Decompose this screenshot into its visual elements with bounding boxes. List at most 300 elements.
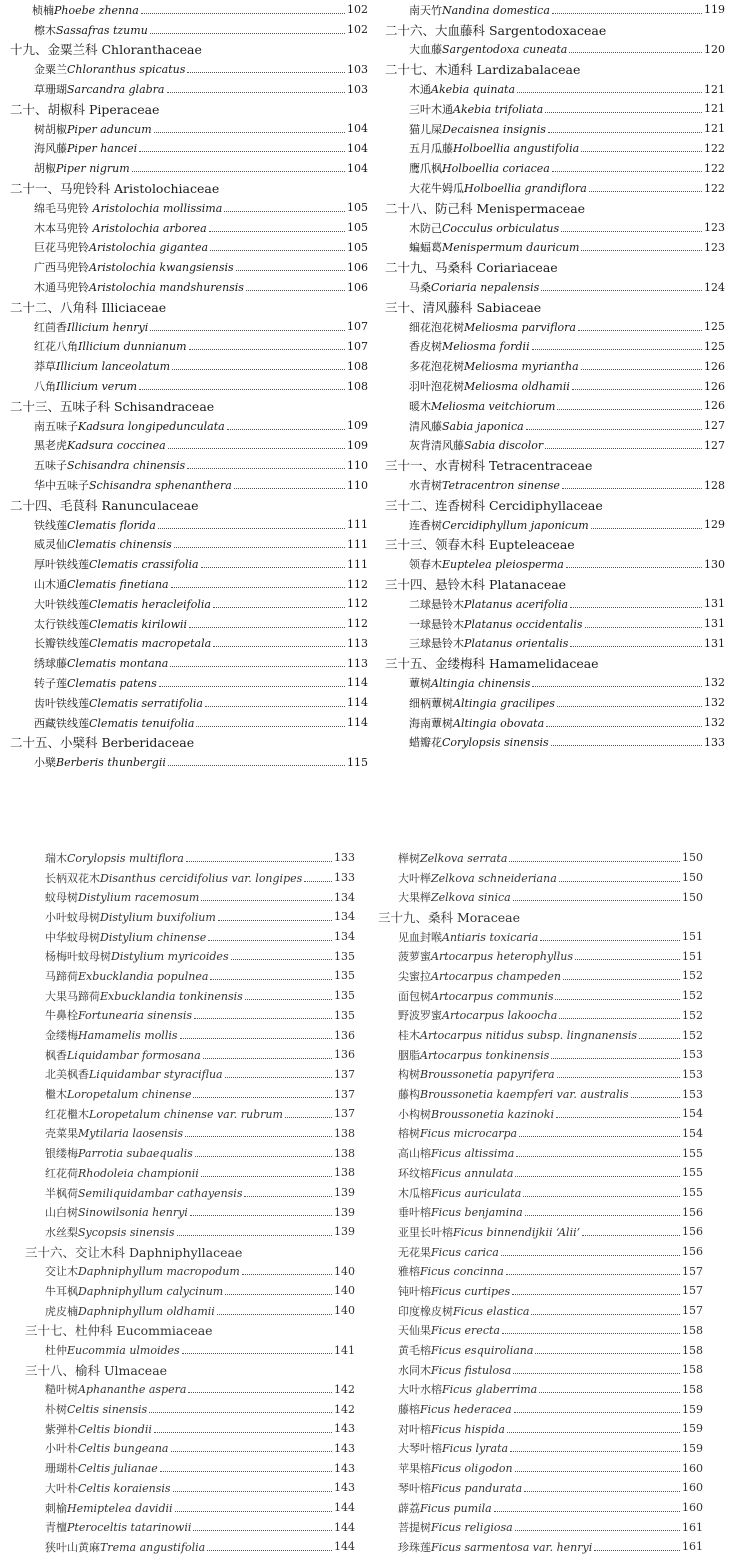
dot-leader [589, 190, 702, 192]
family-heading [385, 535, 725, 555]
dot-leader [523, 1195, 680, 1197]
species-name: 大血藤Sargentodoxa cuneata [409, 43, 568, 57]
page-number: 129 [704, 518, 725, 532]
page-number: 108 [347, 359, 368, 373]
dot-leader [285, 1116, 332, 1118]
species-entry[interactable] [378, 887, 703, 907]
dot-leader [231, 958, 332, 960]
species-name: 大花牛姆瓜Holboellia grandiflora [409, 182, 587, 196]
page-number: 135 [334, 989, 355, 1003]
species-name: 大叶铁线莲Clematis heracleifolia [34, 597, 211, 611]
species-entry[interactable] [25, 1301, 355, 1321]
page-number: 157 [682, 1284, 703, 1298]
species-name: 大叶朴Celtis koraiensis [45, 1481, 171, 1495]
page-number: 135 [334, 969, 355, 983]
species-entry[interactable] [385, 594, 725, 614]
species-name: 莽草Illicium lanceolatum [34, 360, 171, 374]
species-name: 连香树Cercidiphyllum japonicum [409, 518, 589, 532]
species-name: 牛耳枫Daphniphyllum calycinum [45, 1284, 224, 1298]
species-name: 细柄蕈树Altingia gracilipes [409, 696, 555, 710]
dot-leader [218, 919, 332, 921]
page-number: 112 [347, 617, 368, 631]
family-title: 二十六、大血藤科 Sargentodoxaceae [385, 22, 607, 38]
species-entry[interactable] [378, 1517, 703, 1537]
dot-leader [187, 467, 345, 469]
species-entry[interactable] [10, 20, 368, 40]
species-name: 长柄双花木Disanthus cercidifolius var. longipes [45, 871, 303, 885]
page-number: 156 [682, 1205, 703, 1219]
species-entry[interactable] [10, 337, 368, 357]
species-entry[interactable] [378, 1104, 703, 1124]
family-heading [385, 653, 725, 673]
dot-leader [304, 880, 332, 882]
species-entry[interactable] [385, 0, 725, 20]
page-number: 102 [347, 3, 368, 17]
species-entry[interactable] [10, 59, 368, 79]
species-entry[interactable] [25, 986, 355, 1006]
dot-leader [557, 705, 702, 707]
page-number: 123 [704, 240, 725, 254]
dot-leader [188, 1391, 332, 1393]
species-entry[interactable] [25, 946, 355, 966]
species-entry[interactable] [385, 515, 725, 535]
page-number: 124 [704, 280, 725, 294]
page-number: 121 [704, 122, 725, 136]
species-name: 南五味子Kadsura longipedunculata [34, 419, 225, 433]
page-number: 152 [682, 989, 703, 1003]
species-entry[interactable] [378, 1498, 703, 1518]
species-entry[interactable] [25, 848, 355, 868]
dot-leader [548, 131, 702, 133]
species-entry[interactable] [10, 356, 368, 376]
species-entry[interactable] [10, 436, 368, 456]
species-entry[interactable] [10, 119, 368, 139]
species-entry[interactable] [385, 139, 725, 159]
dot-leader [171, 1450, 333, 1452]
species-entry[interactable] [10, 455, 368, 475]
species-entry[interactable] [385, 614, 725, 634]
dot-leader [502, 1332, 680, 1334]
dot-leader [190, 1214, 332, 1216]
species-name: 紫弹朴Celtis biondii [45, 1422, 152, 1436]
dot-leader [242, 1273, 332, 1275]
species-entry[interactable] [385, 158, 725, 178]
family-heading [385, 574, 725, 594]
species-entry[interactable] [10, 218, 368, 238]
species-name: 山白树Sinowilsonia henryi [45, 1206, 188, 1220]
species-entry[interactable] [25, 1163, 355, 1183]
dot-leader [581, 249, 702, 251]
dot-leader [225, 1293, 332, 1295]
species-entry[interactable] [385, 673, 725, 693]
species-entry[interactable] [10, 614, 368, 634]
species-entry[interactable] [25, 1222, 355, 1242]
species-entry[interactable] [378, 1439, 703, 1459]
species-entry[interactable] [25, 1124, 355, 1144]
dot-leader [159, 685, 345, 687]
dot-leader [210, 249, 345, 251]
species-name: 马蹄荷Exbucklandia populnea [45, 969, 209, 983]
species-name: 环纹榕Ficus annulata [398, 1166, 514, 1180]
species-entry[interactable] [385, 119, 725, 139]
species-entry[interactable] [10, 673, 368, 693]
species-entry[interactable] [25, 907, 355, 927]
species-entry[interactable] [25, 868, 355, 888]
dot-leader [552, 170, 702, 172]
family-title: 三十、清风藤科 Sabiaceae [385, 299, 542, 315]
species-name: 菩提树Ficus religiosa [398, 1521, 513, 1535]
page-number: 126 [704, 379, 725, 393]
dot-leader [205, 705, 345, 707]
species-entry[interactable] [378, 1458, 703, 1478]
species-entry[interactable] [378, 848, 703, 868]
species-entry[interactable] [378, 1242, 703, 1262]
species-entry[interactable] [378, 1006, 703, 1026]
dot-leader [556, 1116, 680, 1118]
toc-list [25, 848, 355, 1557]
species-entry[interactable] [25, 1143, 355, 1163]
dot-leader [575, 958, 680, 960]
toc-page-bottom [0, 848, 750, 1554]
family-title: 二十二、八角科 Illiciaceae [10, 299, 167, 315]
species-entry[interactable] [385, 356, 725, 376]
species-entry[interactable] [25, 1006, 355, 1026]
dot-leader [535, 1352, 680, 1354]
species-entry[interactable] [385, 475, 725, 495]
species-entry[interactable] [385, 376, 725, 396]
page-number: 133 [334, 871, 355, 885]
species-name: 枫香Liquidambar formosana [45, 1048, 201, 1062]
family-heading [25, 1321, 355, 1341]
species-name: 苹果榕Ficus oligodon [398, 1462, 513, 1476]
species-entry[interactable] [378, 1301, 703, 1321]
page-number: 152 [682, 969, 703, 983]
toc-list [385, 0, 725, 752]
species-entry[interactable] [378, 1045, 703, 1065]
family-heading [10, 178, 368, 198]
species-entry[interactable] [385, 713, 725, 733]
page-number: 126 [704, 399, 725, 413]
species-entry[interactable] [25, 887, 355, 907]
dot-leader [519, 1135, 680, 1137]
species-name: 珍珠莲Ficus sarmentosa var. henryi [398, 1540, 593, 1554]
species-entry[interactable] [385, 79, 725, 99]
species-name: 糙叶树Aphananthe aspera [45, 1383, 187, 1397]
species-entry[interactable] [378, 1183, 703, 1203]
species-name: 杨梅叶蚊母树Distylium myricoides [45, 950, 229, 964]
species-name: 木瓜榕Ficus auriculata [398, 1186, 522, 1200]
page-number: 140 [334, 1284, 355, 1298]
dot-leader [572, 388, 702, 390]
dot-leader [213, 606, 345, 608]
dot-leader [175, 1510, 332, 1512]
species-entry[interactable] [378, 1084, 703, 1104]
species-entry[interactable] [25, 1084, 355, 1104]
species-entry[interactable] [378, 927, 703, 947]
species-entry[interactable] [25, 1340, 355, 1360]
species-entry[interactable] [378, 1360, 703, 1380]
species-name: 太行铁线莲Clematis kirilowii [34, 617, 188, 631]
species-entry[interactable] [10, 317, 368, 337]
species-entry[interactable] [385, 732, 725, 752]
species-name: 蚊母树Distylium racemosum [45, 891, 200, 905]
species-entry[interactable] [25, 1399, 355, 1419]
species-name: 马桑Coriaria nepalensis [409, 281, 540, 295]
family-heading [10, 396, 368, 416]
dot-leader [185, 1135, 332, 1137]
species-entry[interactable] [385, 99, 725, 119]
dot-leader [515, 1470, 680, 1472]
species-entry[interactable] [385, 436, 725, 456]
species-entry[interactable] [378, 1399, 703, 1419]
species-entry[interactable] [25, 1104, 355, 1124]
species-name: 南天竹Nandina domestica [409, 3, 550, 17]
dot-leader [193, 1529, 332, 1531]
species-entry[interactable] [10, 0, 368, 20]
dot-leader [507, 1431, 680, 1433]
page-number: 155 [682, 1186, 703, 1200]
page-number: 105 [347, 221, 368, 235]
species-entry[interactable] [10, 554, 368, 574]
family-title: 二十九、马桑科 Coriariaceae [385, 260, 558, 276]
species-entry[interactable] [10, 79, 368, 99]
species-entry[interactable] [25, 1380, 355, 1400]
species-entry[interactable] [10, 139, 368, 159]
species-entry[interactable] [378, 946, 703, 966]
species-entry[interactable] [25, 1281, 355, 1301]
species-entry[interactable] [385, 218, 725, 238]
species-name: 多花泡花树Meliosma myriantha [409, 360, 579, 374]
page-number: 131 [704, 597, 725, 611]
page-number: 103 [347, 62, 368, 76]
species-entry[interactable] [25, 1517, 355, 1537]
species-entry[interactable] [25, 966, 355, 986]
page-number: 143 [334, 1461, 355, 1475]
species-entry[interactable] [10, 277, 368, 297]
page-number: 159 [682, 1441, 703, 1455]
species-name: 转子莲Clematis patens [34, 676, 157, 690]
family-title: 三十三、领春木科 Eupteleaceae [385, 537, 575, 553]
species-entry[interactable] [378, 1340, 703, 1360]
page-number: 143 [334, 1481, 355, 1495]
species-name: 榉树Zelkova serrata [398, 851, 508, 865]
page-number: 103 [347, 82, 368, 96]
species-entry[interactable] [10, 475, 368, 495]
dot-leader [160, 1470, 332, 1472]
dot-leader [201, 899, 332, 901]
species-entry[interactable] [385, 277, 725, 297]
family-heading [10, 495, 368, 515]
species-entry[interactable] [25, 1498, 355, 1518]
species-entry[interactable] [25, 1202, 355, 1222]
dot-leader [551, 1057, 680, 1059]
species-entry[interactable] [10, 198, 368, 218]
species-entry[interactable] [378, 1261, 703, 1281]
page-number: 135 [334, 949, 355, 963]
dot-leader [552, 12, 702, 14]
dot-leader [150, 329, 345, 331]
family-title: 三十一、水青树科 Tetracentraceae [385, 458, 593, 474]
species-name: 木通Akebia quinata [409, 83, 515, 97]
dot-leader [563, 978, 680, 980]
page-number: 133 [334, 851, 355, 865]
dot-leader [582, 1234, 680, 1236]
species-entry[interactable] [25, 1261, 355, 1281]
species-entry[interactable] [378, 1143, 703, 1163]
page-number: 104 [347, 161, 368, 175]
page-number: 122 [704, 141, 725, 155]
species-entry[interactable] [385, 416, 725, 436]
family-title: 三十四、悬铃木科 Platanaceae [385, 577, 567, 592]
dot-leader [566, 566, 702, 568]
species-entry[interactable] [385, 317, 725, 337]
species-name: 胭脂Artocarpus tonkinensis [398, 1048, 550, 1062]
species-entry[interactable] [378, 1222, 703, 1242]
page-number: 140 [334, 1304, 355, 1318]
species-entry[interactable] [25, 1439, 355, 1459]
species-entry[interactable] [25, 1478, 355, 1498]
family-title: 二十七、木通科 Lardizabalaceae [385, 62, 581, 78]
page-number: 126 [704, 359, 725, 373]
page-number: 108 [347, 379, 368, 393]
page-number: 105 [347, 240, 368, 254]
page-number: 127 [704, 438, 725, 452]
species-entry[interactable] [10, 515, 368, 535]
species-entry[interactable] [385, 40, 725, 60]
page-number: 132 [704, 696, 725, 710]
toc-page-top [0, 0, 750, 770]
species-entry[interactable] [378, 1025, 703, 1045]
dot-leader [173, 1490, 332, 1492]
species-entry[interactable] [25, 1045, 355, 1065]
page-number: 134 [334, 890, 355, 904]
species-entry[interactable] [25, 1025, 355, 1045]
page-number: 137 [334, 1107, 355, 1121]
dot-leader [187, 71, 345, 73]
page-number: 153 [682, 1067, 703, 1081]
species-entry[interactable] [25, 1065, 355, 1085]
page-number: 158 [682, 1343, 703, 1357]
species-name: 领春木Euptelea pleiosperma [409, 558, 564, 572]
species-name: 大叶榉Zelkova schneideriana [398, 871, 557, 885]
dot-leader [210, 978, 332, 980]
species-name: 鹰爪枫Holboellia coriacea [409, 162, 550, 176]
page-number: 114 [347, 676, 368, 690]
species-entry[interactable] [378, 986, 703, 1006]
species-entry[interactable] [10, 158, 368, 178]
species-entry[interactable] [10, 574, 368, 594]
dot-leader [562, 487, 702, 489]
species-entry[interactable] [10, 693, 368, 713]
species-entry[interactable] [378, 966, 703, 986]
dot-leader [171, 586, 345, 588]
species-entry[interactable] [10, 752, 368, 772]
dot-leader [559, 880, 680, 882]
species-entry[interactable] [378, 1321, 703, 1341]
toc-list [10, 0, 368, 772]
species-name: 银缕梅Parrotia subaequalis [45, 1147, 193, 1161]
species-entry[interactable] [10, 416, 368, 436]
species-name: 中华蚊母树Distylium chinense [45, 930, 207, 944]
species-entry[interactable] [10, 376, 368, 396]
page-number: 144 [334, 1540, 355, 1554]
species-entry[interactable] [10, 653, 368, 673]
species-name: 杜仲Eucommia ulmoides [45, 1344, 180, 1358]
species-entry[interactable] [378, 1202, 703, 1222]
species-entry[interactable] [10, 535, 368, 555]
species-entry[interactable] [385, 693, 725, 713]
dot-leader [234, 487, 345, 489]
species-name: 红花檵木Loropetalum chinense var. rubrum [45, 1107, 283, 1121]
family-heading [10, 297, 368, 317]
species-entry[interactable] [25, 927, 355, 947]
species-entry[interactable] [10, 713, 368, 733]
species-name: 羽叶泡花树Meliosma oldhamii [409, 380, 570, 394]
species-entry[interactable] [378, 1124, 703, 1144]
page-number: 109 [347, 419, 368, 433]
species-entry[interactable] [25, 1183, 355, 1203]
page-number: 123 [704, 221, 725, 235]
species-entry[interactable] [385, 178, 725, 198]
species-entry[interactable] [378, 868, 703, 888]
species-entry[interactable] [378, 1065, 703, 1085]
dot-leader [513, 1372, 680, 1374]
species-entry[interactable] [378, 1281, 703, 1301]
dot-leader [512, 1293, 680, 1295]
species-entry[interactable] [10, 634, 368, 654]
dot-leader [551, 744, 702, 746]
dot-leader [514, 1411, 680, 1413]
species-name: 红花荷Rhodoleia championii [45, 1166, 199, 1180]
family-title: 三十七、杜仲科 Eucommiaceae [25, 1323, 213, 1339]
species-name: 木通马兜铃Aristolochia mandshurensis [34, 281, 244, 295]
species-entry[interactable] [385, 396, 725, 416]
toc-column-right [378, 848, 703, 1557]
species-entry[interactable] [385, 238, 725, 258]
dot-leader [525, 1214, 680, 1216]
page-number: 127 [704, 419, 725, 433]
dot-leader [154, 1431, 332, 1433]
species-name: 亚里长叶榕Ficus binnendijkii ‘Alii’ [398, 1225, 581, 1239]
species-entry[interactable] [385, 554, 725, 574]
species-entry[interactable] [378, 1163, 703, 1183]
dot-leader [246, 289, 345, 291]
species-name: 树胡椒Piper aduncum [34, 122, 152, 136]
species-entry[interactable] [378, 1537, 703, 1557]
dot-leader [201, 566, 345, 568]
dot-leader [217, 1313, 332, 1315]
dot-leader [639, 1037, 680, 1039]
species-name: 胡椒Piper nigrum [34, 162, 130, 176]
species-name: 野波罗蜜Artocarpus lakoocha [398, 1009, 558, 1023]
species-entry[interactable] [385, 337, 725, 357]
species-entry[interactable] [385, 634, 725, 654]
species-entry[interactable] [378, 1380, 703, 1400]
species-entry[interactable] [378, 1478, 703, 1498]
species-entry[interactable] [10, 238, 368, 258]
species-entry[interactable] [378, 1419, 703, 1439]
species-entry[interactable] [10, 594, 368, 614]
species-entry[interactable] [25, 1419, 355, 1439]
species-entry[interactable] [25, 1537, 355, 1557]
dot-leader [515, 1175, 680, 1177]
dot-leader [545, 447, 702, 449]
species-name: 狭叶山黄麻Trema angustifolia [45, 1540, 206, 1554]
species-entry[interactable] [10, 257, 368, 277]
species-entry[interactable] [25, 1458, 355, 1478]
dot-leader [631, 1096, 680, 1098]
species-name: 小叶朴Celtis bungeana [45, 1442, 169, 1456]
